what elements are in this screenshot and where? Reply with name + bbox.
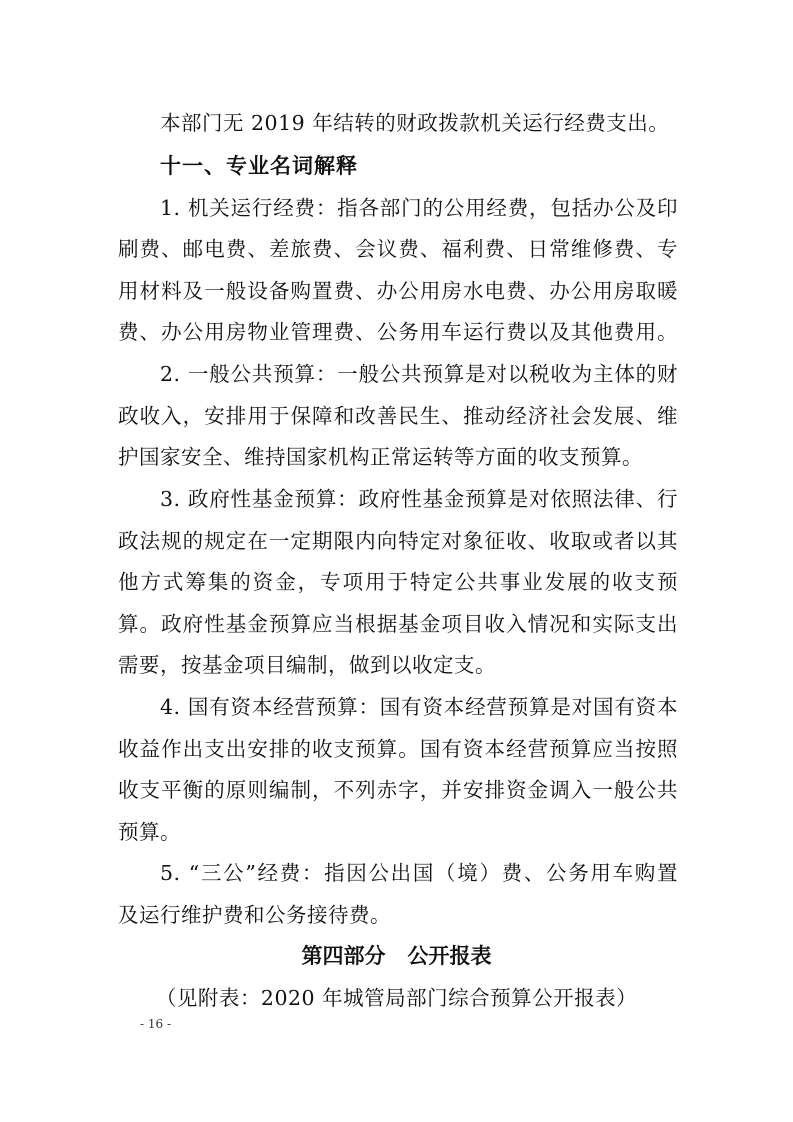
page-number: - 16 - (140, 1017, 172, 1031)
attachment-note: （见附表：2020 年城管局部门综合预算公开报表） (155, 986, 638, 1010)
definition-5-line-2: 及运行维护费和公务接待费。 (118, 903, 391, 927)
definition-2-line-2: 政收入，安排用于保障和改善民生、推动经济社会发展、维 (118, 404, 678, 428)
definition-1-line-1: 1. 机关运行经费：指各部门的公用经费，包括办公及印 (160, 196, 678, 220)
definition-4-line-3: 收支平衡的原则编制，不列赤字，并安排资金调入一般公共 (118, 778, 678, 802)
definition-3-line-5: 需要，按基金项目编制，做到以收定支。 (118, 653, 496, 677)
definition-4-line-1: 4. 国有资本经营预算：国有资本经营预算是对国有资本 (160, 695, 678, 719)
definition-4-line-2: 收益作出支出安排的收支预算。国有资本经营预算应当按照 (118, 737, 678, 761)
definition-1-line-2: 刷费、邮电费、差旅费、会议费、福利费、日常维修费、专 (118, 237, 678, 261)
definition-3-line-1: 3. 政府性基金预算：政府性基金预算是对依照法律、行 (160, 487, 678, 511)
definition-3-line-3: 他方式筹集的资金，专项用于特定公共事业发展的收支预 (118, 570, 678, 594)
definition-2-line-1: 2. 一般公共预算：一般公共预算是对以税收为主体的财 (160, 362, 678, 386)
definition-5-line-1: 5. “三公”经费：指因公出国（境）费、公务用车购置 (160, 861, 678, 885)
definition-2-line-3: 护国家安全、维持国家机构正常运转等方面的收支预算。 (118, 445, 643, 469)
intro-paragraph: 本部门无 2019 年结转的财政拨款机关运行经费支出。 (160, 111, 670, 135)
definition-1-line-4: 费、办公用房物业管理费、公务用车运行费以及其他费用。 (118, 320, 678, 344)
definition-1-line-3: 用材料及一般设备购置费、办公用房水电费、办公用房取暖 (118, 279, 678, 303)
section-heading: 十一、专业名词解释 (160, 154, 358, 178)
definition-3-line-2: 政法规的规定在一定期限内向特定对象征收、收取或者以其 (118, 529, 678, 553)
definition-3-line-4: 算。政府性基金预算应当根据基金项目收入情况和实际支出 (118, 612, 678, 636)
definition-4-line-4: 预算。 (118, 820, 181, 844)
part-title: 第四部分 公开报表 (301, 944, 492, 968)
